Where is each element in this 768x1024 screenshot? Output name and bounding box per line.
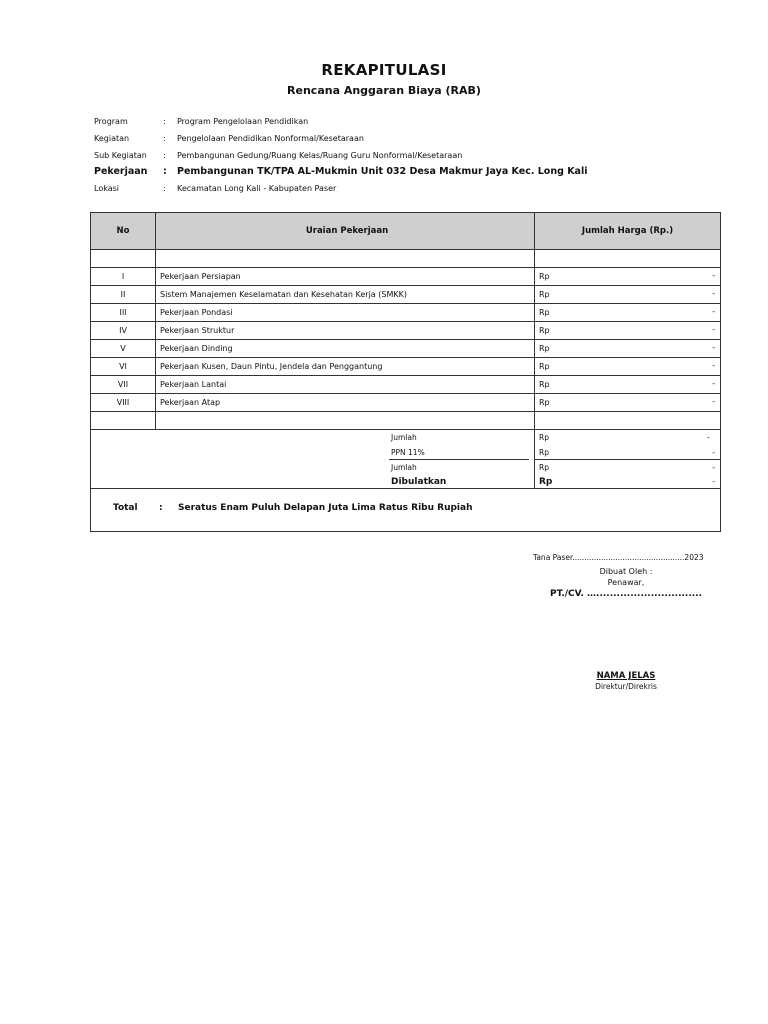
rp-label: Rp [539, 326, 550, 335]
header-amount: Jumlah Harga (Rp.) [535, 213, 721, 250]
document-subtitle: Rencana Anggaran Biaya (RAB) [287, 84, 481, 97]
document-title: REKAPITULASI [321, 61, 447, 79]
total-row [91, 489, 721, 532]
dibulatkan-rp: Rp [539, 477, 553, 487]
info-label-kegiatan: Kegiatan [94, 134, 130, 143]
info-value-program: Program Pengelolaan Pendidikan [177, 117, 309, 126]
dibulatkan-value: - [712, 477, 715, 486]
amount-value: - [712, 289, 715, 298]
amount-value: - [712, 397, 715, 406]
info-label-sub-kegiatan: Sub Kegiatan [94, 151, 147, 160]
amount-value: - [712, 343, 715, 352]
subtotal-divider [535, 459, 720, 460]
ppn-value: - [712, 448, 715, 457]
row-description: Sistem Manajemen Keselamatan dan Kesehatan Kerja (SMKK) [156, 286, 535, 304]
jumlah2-rp: Rp [539, 463, 549, 472]
total-colon: : [159, 503, 163, 513]
row-description: Pekerjaan Dinding [156, 340, 535, 358]
row-amount [535, 376, 721, 394]
info-value-sub-kegiatan: Pembangunan Gedung/Ruang Kelas/Ruang Guru Nonformal/Kesetaraan [177, 151, 463, 160]
rp-label: Rp [539, 380, 550, 389]
table-row-blank [91, 250, 721, 268]
rp-label: Rp [539, 362, 550, 371]
row-description: Pekerjaan Struktur [156, 322, 535, 340]
total-label: Total [113, 503, 138, 513]
row-no: II [91, 286, 156, 304]
row-no: I [91, 268, 156, 286]
rp-label: Rp [539, 398, 550, 407]
row-amount [535, 304, 721, 322]
table-row [91, 358, 721, 376]
table-row [91, 376, 721, 394]
table-row [91, 340, 721, 358]
made-by-label: Dibuat Oleh : [599, 567, 653, 576]
row-no: VIII [91, 394, 156, 412]
row-amount [535, 394, 721, 412]
info-label-pekerjaan: Pekerjaan [94, 166, 148, 177]
rab-table [90, 212, 721, 532]
row-no: VII [91, 376, 156, 394]
info-value-pekerjaan: Pembangunan TK/TPA AL-Mukmin Unit 032 Desa Makmur Jaya Kec. Long Kali [177, 166, 588, 177]
table-row-blank [91, 412, 721, 430]
rp-label: Rp [539, 272, 550, 281]
amount-value: - [712, 361, 715, 370]
summary-amounts [535, 430, 721, 489]
table-row [91, 304, 721, 322]
row-description: Pekerjaan Persiapan [156, 268, 535, 286]
dibulatkan-label: Dibulatkan [391, 477, 447, 487]
info-colon: : [163, 151, 166, 160]
subtotal-divider [389, 459, 529, 460]
info-value-kegiatan: Pengelolaan Pendidikan Nonformal/Kesetaraan [177, 134, 364, 143]
total-in-words: Seratus Enam Puluh Delapan Juta Lima Ratus Ribu Rupiah [178, 503, 473, 513]
table-row [91, 286, 721, 304]
row-description: Pekerjaan Kusen, Daun Pintu, Jendela dan Penggantung [156, 358, 535, 376]
rp-label: Rp [539, 344, 550, 353]
jumlah-rp: Rp [539, 433, 549, 442]
jumlah-label: Jumlah [391, 433, 417, 442]
info-colon: : [163, 134, 166, 143]
info-colon: : [163, 166, 167, 177]
table-row [91, 322, 721, 340]
header-description: Uraian Pekerjaan [156, 213, 535, 250]
info-label-program: Program [94, 117, 128, 126]
row-amount [535, 268, 721, 286]
amount-value: - [712, 271, 715, 280]
table-row [91, 394, 721, 412]
ppn-rp: Rp [539, 448, 549, 457]
total-cell [91, 489, 721, 532]
amount-value: - [712, 307, 715, 316]
summary-row [91, 430, 721, 489]
info-colon: : [163, 117, 166, 126]
row-no: IV [91, 322, 156, 340]
ppn-label: PPN 11% [391, 448, 425, 457]
company-name: PT./CV. …............................... [549, 589, 703, 599]
table-header-row [91, 213, 721, 250]
table-row [91, 268, 721, 286]
rp-label: Rp [539, 308, 550, 317]
jumlah2-value: - [712, 463, 715, 472]
rp-label: Rp [539, 290, 550, 299]
row-no: VI [91, 358, 156, 376]
summary-labels [91, 430, 535, 489]
role-label: Penawar, [607, 578, 645, 587]
row-amount [535, 322, 721, 340]
jumlah2-label: Jumlah [391, 463, 417, 472]
info-label-lokasi: Lokasi [94, 184, 119, 193]
row-amount [535, 358, 721, 376]
amount-value: - [712, 379, 715, 388]
row-no: III [91, 304, 156, 322]
row-amount [535, 286, 721, 304]
signatory-position: Direktur/Direkris [595, 682, 657, 691]
row-description: Pekerjaan Lantai [156, 376, 535, 394]
row-no: V [91, 340, 156, 358]
amount-value: - [712, 325, 715, 334]
header-no: No [91, 213, 156, 250]
signatory-name: NAMA JELAS [596, 671, 656, 681]
info-value-lokasi: Kecamatan Long Kali - Kabupaten Paser [177, 184, 337, 193]
jumlah-value: - [707, 433, 710, 442]
row-amount [535, 340, 721, 358]
row-description: Pekerjaan Pondasi [156, 304, 535, 322]
row-description: Pekerjaan Atap [156, 394, 535, 412]
place-date: Tana Paser...............................................2023 [533, 553, 704, 562]
info-colon: : [163, 184, 166, 193]
